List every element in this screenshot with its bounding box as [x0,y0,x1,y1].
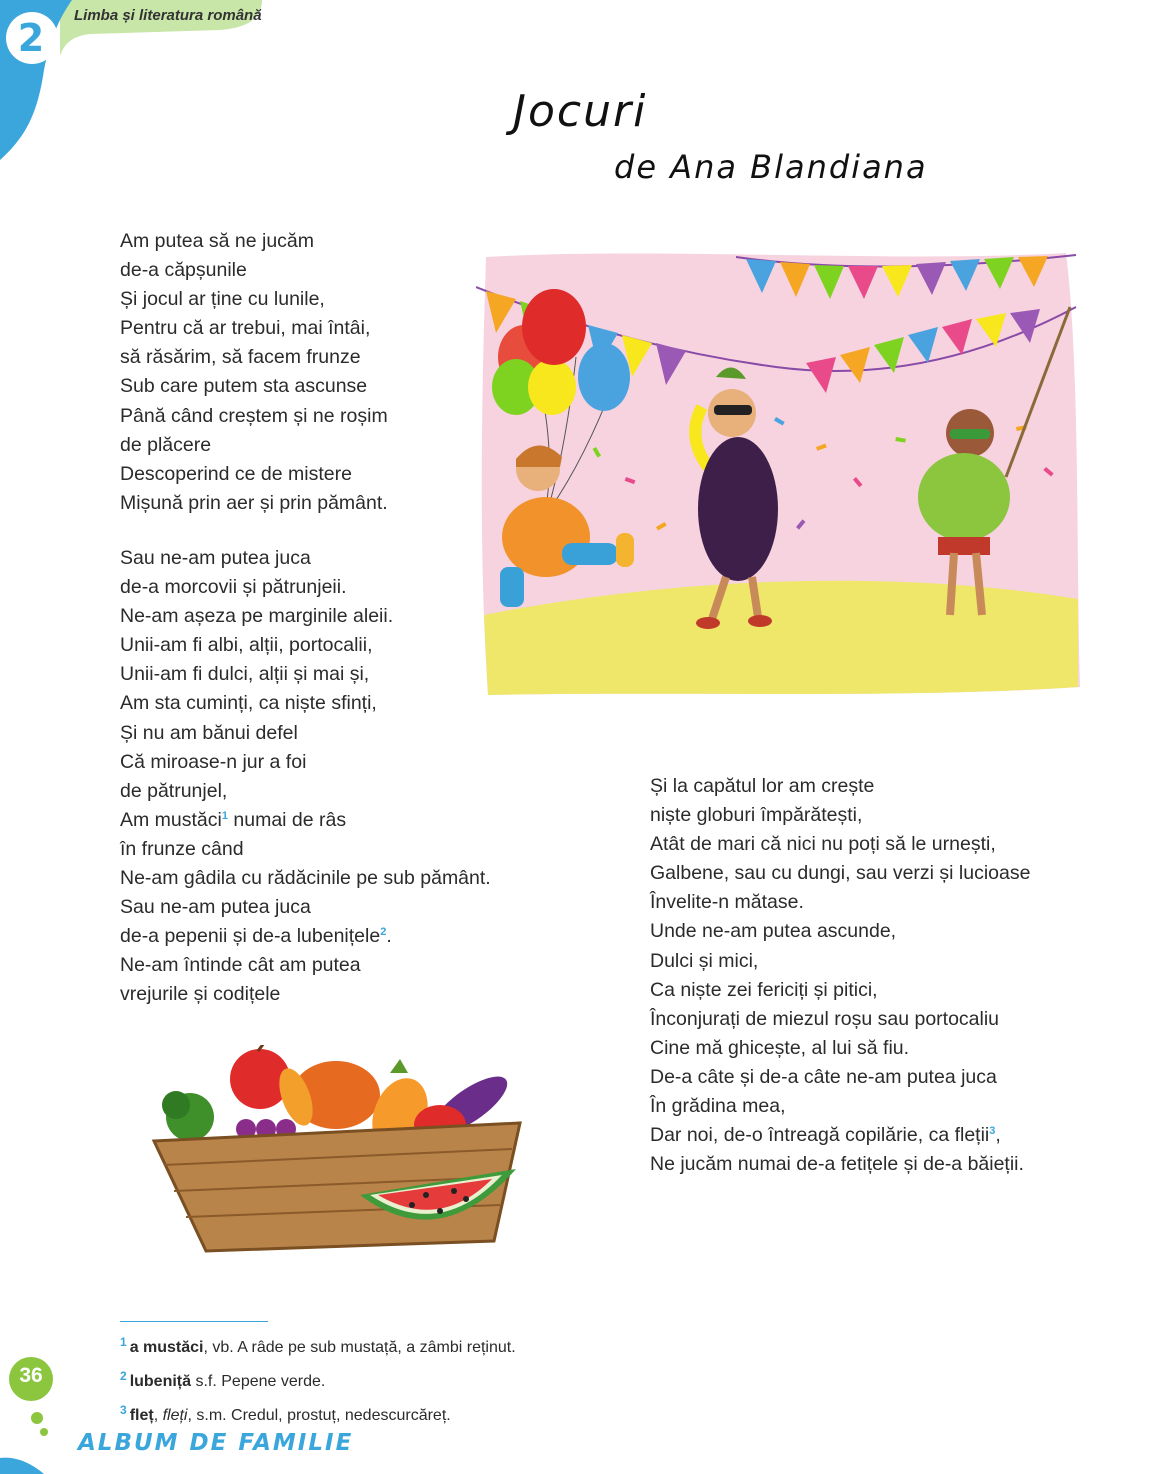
poem-line-text: Am mustăci [120,808,222,831]
poem-line-text: Dar noi, de-o întreagă copilărie, ca fleții [650,1124,990,1147]
poem-line: Am sta cuminți, ca niște sfinți, [120,692,377,715]
poem-line: în frunze când [120,837,244,860]
poem-line: Unde ne-am putea ascunde, [650,920,897,943]
footnote-ref-1: 1 [221,809,228,822]
poem-line: Învelite-n mătase. [650,891,804,914]
poem-line: Galbene, sau cu dungi, sau verzi și lucioase [650,862,1031,885]
poem-stanza-1 [120,227,388,518]
poem-author: de Ana Blandiana [614,148,928,186]
footnote-definition: s.f. Pepene verde. [191,1373,326,1390]
footnote-definition: , vb. A râde pe sub mustață, a zâmbi reținut. [203,1339,516,1356]
footnote-plural: fleți [162,1407,188,1424]
poem-line: Dulci și mici, [650,949,759,972]
poem-line: De-a câte și de-a câte ne-am putea juca [650,1065,997,1088]
poem-line: Ne-am așeza pe marginile aleii. [120,605,394,628]
poem-line: Ne jucăm numai de-a fetițele și de-a băieții. [650,1153,1024,1176]
footnote-number: 1 [120,1335,127,1349]
footnote-item [120,1396,516,1430]
footnotes [120,1328,516,1430]
poem-line: Și jocul ar ține cu lunile, [120,288,325,311]
poem-line: Că miroase-n jur a foi [120,750,307,773]
poem-line: niște globuri împărătești, [650,804,863,827]
poem-line-text: numai de râs [227,808,347,831]
poem-line: Până când creștem și ne roșim [120,404,388,427]
poem-line [120,922,491,951]
poem-line: de plăcere [120,433,212,456]
poem-line: Pentru că ar trebui, mai întâi, [120,317,371,340]
decor-dot [31,1412,43,1424]
poem-line: Atât de mari că nici nu poți să le urnești, [650,833,996,856]
poem-line: să răsărim, să facem frunze [120,346,361,369]
poem-line: Mișună prin aer și prin pământ. [120,491,388,514]
poem-line: Sub care putem sta ascunse [120,375,368,398]
corner-wave [0,1458,44,1474]
poem-title: Jocuri [513,86,648,137]
poem-line: de-a căpșunile [120,259,247,282]
footnote-separator: , [153,1407,163,1424]
footnote-number: 3 [120,1403,127,1417]
poem-line-text: de-a pepenii și de-a lubenițele [120,925,381,948]
footnote-term: a mustăci [129,1339,204,1356]
poem-line: Unii-am fi albi, alții, portocalii, [120,634,373,657]
poem-line [120,806,491,835]
poem-line: de pătrunjel, [120,779,228,802]
poem-line: de-a morcovii și pătrunjeii. [120,576,347,599]
footnote-ref-2: 2 [380,926,387,939]
poem-line: Descoperind ce de mistere [120,462,352,485]
footnote-term: lubeniță [129,1373,192,1390]
poem-line: Ca niște zei fericiți și pitici, [650,978,878,1001]
footnote-item [120,1362,516,1396]
poem-line: Și nu am bănui defel [120,721,298,744]
footnote-number: 2 [120,1369,127,1383]
footer-decoration [0,1340,80,1474]
party-illustration [476,247,1082,699]
poem-line: În grădina mea, [650,1095,786,1118]
decor-dot [40,1428,48,1436]
poem-line: Am putea să ne jucăm [120,230,315,252]
poem-line: Și la capătul lor am crește [650,775,875,797]
page-number: 36 [19,1364,43,1387]
section-title: ALBUM DE FAMILIE [78,1430,354,1456]
poem-line: Ne-am gâdila cu rădăcinile pe sub pământ. [120,867,491,890]
poem-line-text: , [995,1124,1001,1147]
poem-line: Unii-am fi dulci, alții și mai și, [120,663,370,686]
poem-line-text: . [386,925,392,948]
poem-line: Cine mă ghicește, al lui să fiu. [650,1036,910,1059]
poem-line [650,1121,1030,1150]
footnote-divider [120,1321,268,1322]
poem-stanza-2 [120,544,491,1010]
footnote-item [120,1328,516,1362]
footnote-term: fleț [129,1407,154,1424]
footnote-ref-3: 3 [989,1125,996,1138]
basket-illustration [150,1045,530,1255]
footnote-definition: , s.m. Credul, prostuț, nedescurcăreț. [187,1407,451,1424]
poem-line: Sau ne-am putea juca [120,547,311,569]
poem-line: vrejurile și codițele [120,983,281,1006]
subject-title: Limba și literatura română [74,7,262,24]
poem-line: Ne-am întinde cât am putea [120,954,361,977]
poem-line: Înconjurați de miezul roșu sau portocaliu [650,1007,1000,1030]
poem-line: Sau ne-am putea juca [120,896,311,919]
unit-number: 2 [17,16,45,60]
poem-stanza-3 [650,772,1030,1179]
